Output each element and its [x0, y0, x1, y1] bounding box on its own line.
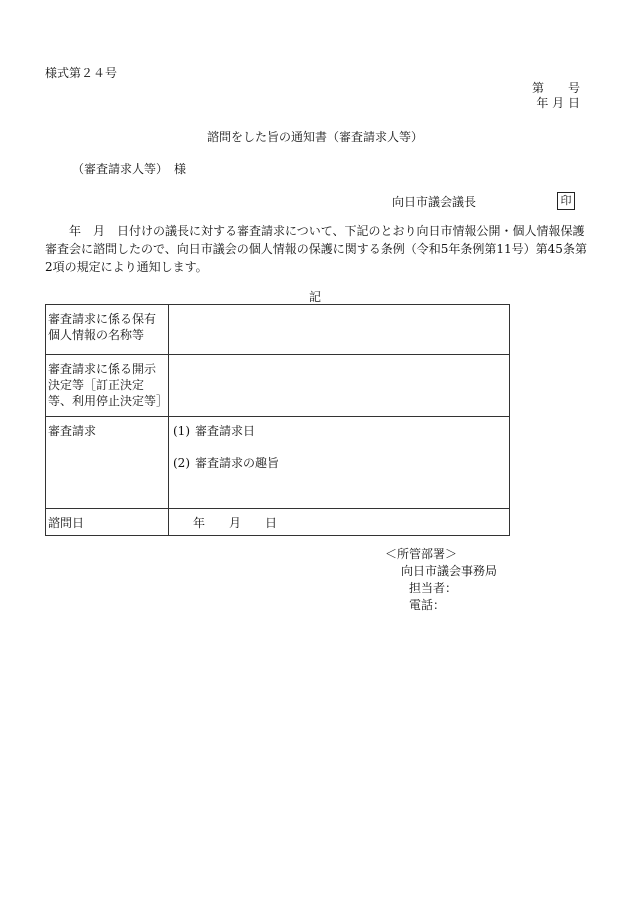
request-date-label: 審査請求日: [195, 424, 256, 438]
ki-heading: 記: [308, 290, 321, 304]
dept-heading: ＜所管部署＞: [385, 547, 458, 561]
row-value-personal-info[interactable]: [169, 305, 510, 355]
office-name: 向日市議会事務局: [401, 564, 498, 578]
person-in-charge: 担当者：: [409, 581, 458, 595]
page-title: 諮問をした旨の通知書（審査請求人等）: [206, 130, 423, 144]
table-row: [46, 355, 510, 417]
request-date-item: [173, 423, 507, 439]
row-label-request: 審査請求: [46, 417, 169, 509]
details-table: [45, 304, 510, 536]
table-row: [46, 305, 510, 355]
seal-mark: 印: [557, 192, 575, 210]
item-number: (2): [173, 456, 190, 470]
row-value-disclosure-decision[interactable]: [169, 355, 510, 417]
request-purpose-item: [173, 455, 507, 471]
row-value-inquiry-date[interactable]: 年 月 日: [169, 509, 510, 536]
document-date: 年 月 日: [536, 96, 580, 110]
request-purpose-label: 審査請求の趣旨: [195, 456, 280, 470]
phone-label: 電話：: [409, 598, 446, 612]
contact-block: [385, 546, 497, 614]
notice-body-text: 年 月 日付けの議長に対する審査請求について、下記のとおり向日市情報公開・個人情報保護審査会に諮問したので、向日市議会の個人情報の保護に関する条例（令和5年条例第11号）第45条第2項の規定により通知します。: [45, 224, 587, 274]
sender-name: 向日市議会議長: [392, 195, 477, 209]
row-value-request[interactable]: [169, 417, 510, 509]
row-label-inquiry-date: 諮問日: [46, 509, 169, 536]
row-label-disclosure-decision: 審査請求に係る開示決定等［訂正決定等、利用停止決定等］: [46, 355, 169, 417]
row-label-personal-info: 審査請求に係る保有個人情報の名称等: [46, 305, 169, 355]
table-row: [46, 509, 510, 536]
table-row: [46, 417, 510, 509]
item-number: (1): [173, 424, 190, 438]
addressee: （審査請求人等） 様: [72, 162, 187, 176]
document-number: 第 号: [531, 81, 580, 95]
form-number: 様式第２４号: [45, 66, 118, 80]
